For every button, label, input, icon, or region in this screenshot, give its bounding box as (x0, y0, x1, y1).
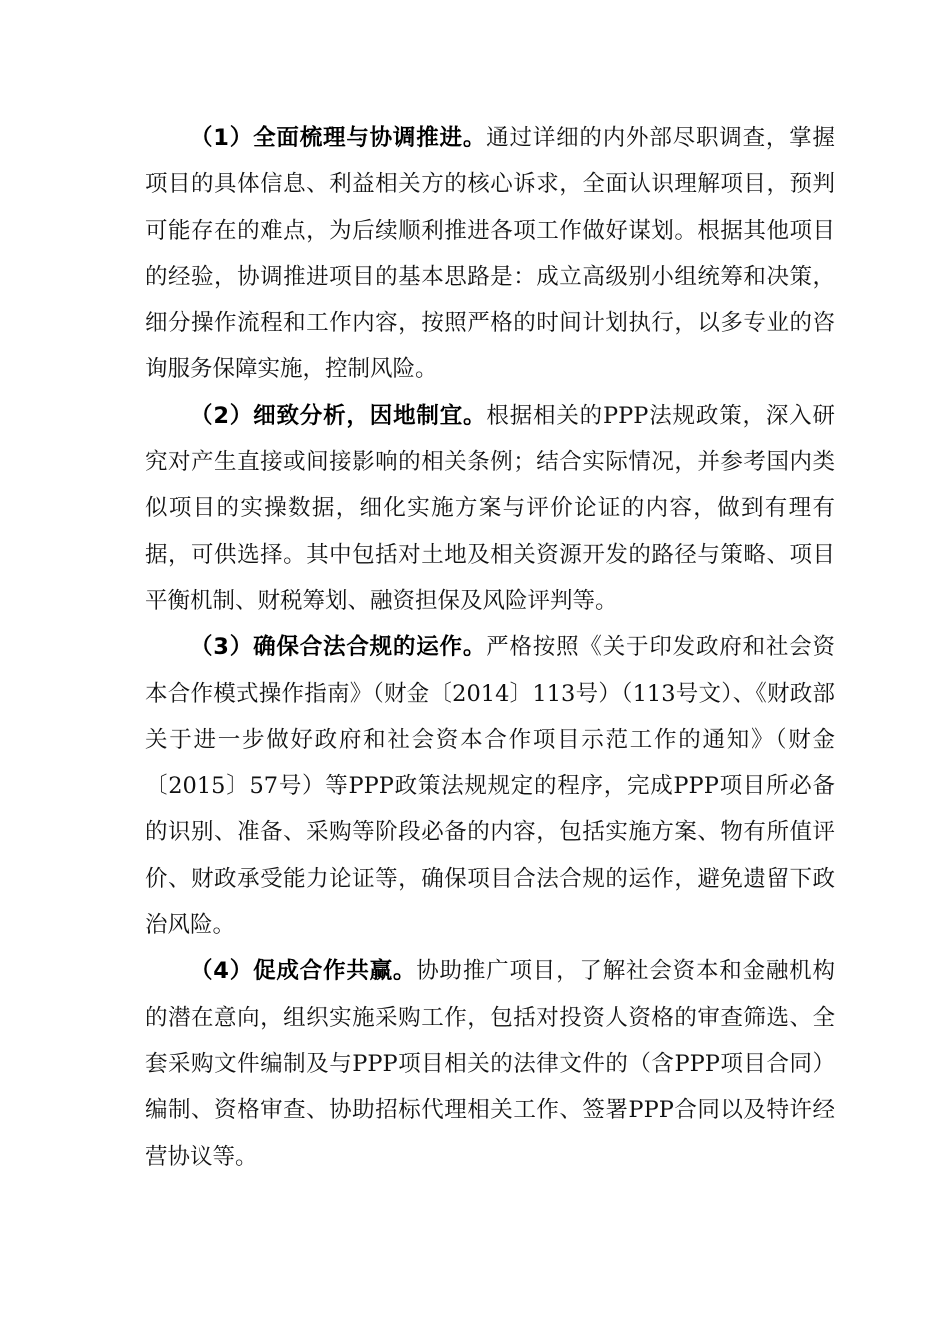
paragraph-3-body: 严格按照《关于印发政府和社会资本合作模式操作指南》（财金〔2014〕113号）（113号文）、《财政部关于进一步做好政府和社会资本合作项目示范工作的通知》（财金〔2015〕57号）等PPP政策法规规定的程序，完成PPP项目所必备的识别、准备、采购等阶段必备的内容，包括实施方案、物有所值评价、财政承受能力论证等，确保项目合法合规的运作，避免遗留下政治风险。 (145, 634, 835, 939)
paragraph-3 (145, 624, 835, 948)
paragraph-4-heading: （4）促成合作共赢。 (190, 958, 417, 985)
paragraph-1 (145, 115, 835, 393)
document-page (145, 115, 835, 1180)
paragraph-1-body: 通过详细的内外部尽职调查，掌握项目的具体信息、利益相关方的核心诉求，全面认识理解项目，预判可能存在的难点，为后续顺利推进各项工作做好谋划。根据其他项目的经验，协调推进项目的基本思路是：成立高级别小组统筹和决策，细分操作流程和工作内容，按照严格的时间计划执行，以多专业的咨询服务保障实施，控制风险。 (145, 125, 835, 383)
paragraph-2-body: 根据相关的PPP法规政策，深入研究对产生直接或间接影响的相关条例；结合实际情况，并参考国内类似项目的实操数据，细化实施方案与评价论证的内容，做到有理有据，可供选择。其中包括对土地及相关资源开发的路径与策略、项目平衡机制、财税筹划、融资担保及风险评判等。 (145, 402, 836, 614)
paragraph-3-heading: （3）确保合法合规的运作。 (190, 634, 487, 661)
paragraph-4 (145, 948, 835, 1179)
paragraph-4-body: 协助推广项目，了解社会资本和金融机构的潜在意向，组织实施采购工作，包括对投资人资格的审查筛选、全套采购文件编制及与PPP项目相关的法律文件的（含PPP项目合同）编制、资格审查、协助招标代理相关工作、签署PPP合同以及特许经营协议等。 (145, 958, 835, 1170)
paragraph-2-heading: （2）细致分析，因地制宜。 (190, 402, 487, 429)
paragraph-1-heading: （1）全面梳理与协调推进。 (190, 125, 487, 151)
paragraph-2 (145, 393, 835, 624)
